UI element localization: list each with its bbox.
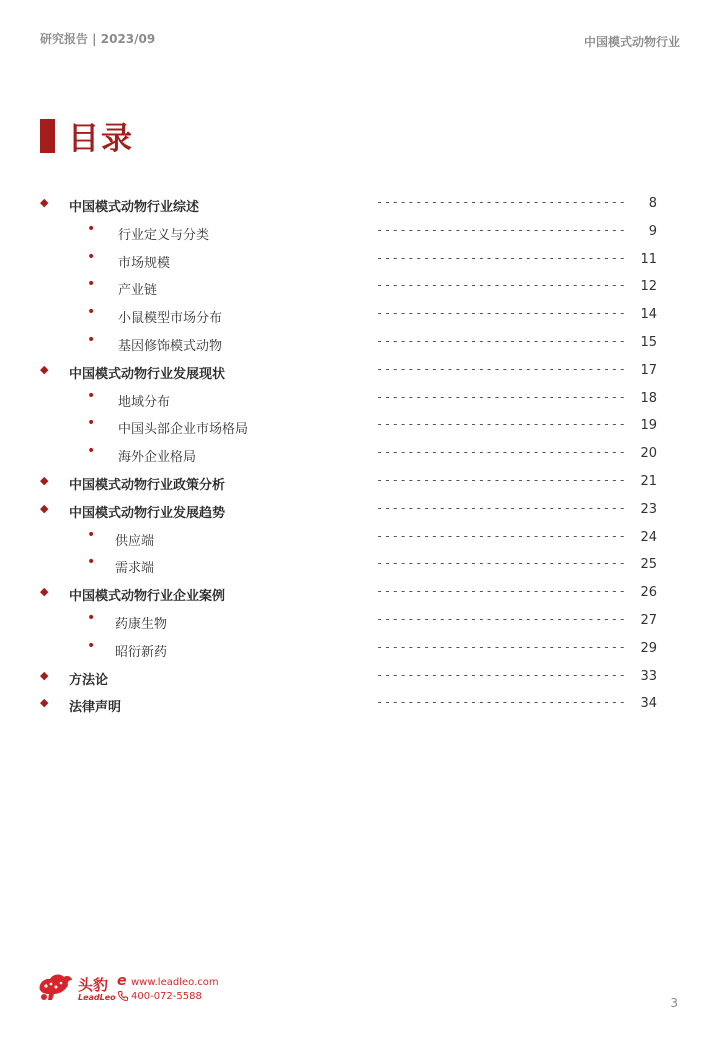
toc-entry[interactable] <box>0 524 720 552</box>
toc-entry-label: 基因修饰模式动物 <box>118 338 223 354</box>
title-accent-bar <box>40 119 55 153</box>
toc-leader: -------------------------------- <box>376 611 627 626</box>
toc-leader: -------------------------------- <box>376 361 627 376</box>
logo-wordmark-cn: 头豹 <box>78 976 109 994</box>
toc-page-number: 20 <box>640 446 657 462</box>
toc-entry[interactable] <box>0 579 720 607</box>
table-of-contents <box>0 190 720 718</box>
toc-entry-label: 地域分布 <box>118 394 171 410</box>
toc-leader: -------------------------------- <box>376 528 627 543</box>
toc-page-number: 12 <box>640 279 657 295</box>
toc-entry-label: 法律声明 <box>69 700 122 716</box>
diamond-icon: ◆ <box>40 362 49 376</box>
dot-icon: • <box>87 331 96 348</box>
dot-icon: • <box>87 220 96 237</box>
toc-entry[interactable] <box>0 635 720 663</box>
dot-icon: • <box>87 609 96 626</box>
dot-icon: • <box>87 443 96 460</box>
toc-entry-label: 中国模式动物行业发展趋势 <box>69 505 226 521</box>
diamond-icon: ◆ <box>40 473 49 487</box>
header-report-topic: 中国模式动物行业 <box>583 35 680 49</box>
footer-phone: 400-072-5588 <box>131 991 202 1002</box>
toc-entry[interactable] <box>0 218 720 246</box>
toc-leader: -------------------------------- <box>376 556 627 571</box>
dot-icon: • <box>87 304 96 321</box>
toc-leader: -------------------------------- <box>376 639 627 654</box>
toc-page-number: 21 <box>640 473 657 489</box>
diamond-icon: ◆ <box>40 501 49 515</box>
footer-website[interactable]: www.leadleo.com <box>131 977 219 988</box>
toc-page-number: 17 <box>640 362 657 378</box>
toc-page-number: 18 <box>640 390 657 406</box>
dot-icon: • <box>87 637 96 654</box>
toc-page-number: 23 <box>640 501 657 517</box>
toc-leader: -------------------------------- <box>376 195 627 209</box>
toc-entry[interactable] <box>0 551 720 579</box>
toc-leader: -------------------------------- <box>376 250 627 265</box>
toc-entry-label: 行业定义与分类 <box>118 227 210 243</box>
header-report-info: 研究报告 | 2023/09 <box>40 32 156 46</box>
diamond-icon: ◆ <box>40 585 49 599</box>
toc-entry-label: 中国模式动物行业发展现状 <box>69 366 226 382</box>
toc-page-number: 19 <box>640 418 657 434</box>
toc-leader: -------------------------------- <box>376 333 627 348</box>
toc-entry[interactable] <box>0 385 720 413</box>
toc-entry-label: 小鼠模型市场分布 <box>118 311 223 327</box>
page-number: 3 <box>670 996 678 1010</box>
phone-icon <box>117 990 129 1002</box>
toc-entry[interactable] <box>0 440 720 468</box>
toc-entry[interactable] <box>0 690 720 718</box>
toc-entry-label: 供应端 <box>115 533 155 549</box>
toc-entry[interactable] <box>0 496 720 524</box>
toc-entry-label: 中国模式动物行业企业案例 <box>69 589 226 605</box>
toc-entry-label: 市场规模 <box>118 255 171 271</box>
toc-entry[interactable] <box>0 468 720 496</box>
toc-entry[interactable] <box>0 607 720 635</box>
toc-page-number: 15 <box>640 334 657 350</box>
toc-entry-label: 中国模式动物行业综述 <box>69 200 200 215</box>
toc-entry[interactable] <box>0 412 720 440</box>
toc-page-number: 9 <box>648 223 657 239</box>
dot-icon: • <box>87 554 96 571</box>
toc-page-number: 29 <box>640 640 657 656</box>
toc-page-number: 26 <box>640 585 657 601</box>
toc-entry[interactable] <box>0 357 720 385</box>
toc-leader: -------------------------------- <box>376 278 627 293</box>
page-title: 目录 <box>68 121 134 157</box>
toc-entry[interactable] <box>0 329 720 357</box>
dot-icon: • <box>87 248 96 265</box>
toc-page-number: 8 <box>648 196 657 211</box>
toc-entry[interactable] <box>0 663 720 691</box>
toc-leader: -------------------------------- <box>376 472 627 487</box>
toc-page-number: 14 <box>640 307 657 323</box>
toc-leader: -------------------------------- <box>376 417 627 432</box>
toc-entry-label: 产业链 <box>118 283 158 299</box>
dot-icon: • <box>87 526 96 543</box>
logo-e-mark: e <box>117 973 127 989</box>
toc-leader: -------------------------------- <box>376 306 627 321</box>
toc-leader: -------------------------------- <box>376 222 627 237</box>
diamond-icon: ◆ <box>40 196 49 209</box>
dot-icon: • <box>87 415 96 432</box>
toc-entry-label: 需求端 <box>115 561 155 577</box>
toc-leader: -------------------------------- <box>376 389 627 404</box>
toc-leader: -------------------------------- <box>376 667 627 682</box>
toc-entry-label: 药康生物 <box>115 616 168 632</box>
toc-leader: -------------------------------- <box>376 500 627 515</box>
toc-page-number: 34 <box>640 696 657 712</box>
toc-entry[interactable] <box>0 273 720 301</box>
dot-icon: • <box>87 276 96 293</box>
toc-leader: -------------------------------- <box>376 695 627 710</box>
toc-entry-label: 昭衍新药 <box>115 644 168 660</box>
toc-page-number: 33 <box>640 668 657 684</box>
toc-page-number: 27 <box>640 612 657 628</box>
dot-icon: • <box>87 387 96 404</box>
toc-page-number: 11 <box>640 251 657 267</box>
logo-wordmark-en: LeadLeo <box>78 993 116 1002</box>
toc-entry[interactable] <box>0 190 720 218</box>
toc-entry-label: 海外企业格局 <box>118 450 197 466</box>
toc-leader: -------------------------------- <box>376 584 627 599</box>
toc-entry-label: 中国模式动物行业政策分析 <box>69 477 226 493</box>
toc-entry-label: 方法论 <box>69 672 109 688</box>
diamond-icon: ◆ <box>40 696 49 710</box>
diamond-icon: ◆ <box>40 668 49 682</box>
toc-leader: -------------------------------- <box>376 445 627 460</box>
toc-entry[interactable] <box>0 246 720 274</box>
toc-page-number: 25 <box>640 557 657 573</box>
toc-entry-label: 中国头部企业市场格局 <box>118 422 249 438</box>
toc-entry[interactable] <box>0 301 720 329</box>
toc-page-number: 24 <box>640 529 657 545</box>
leopard-logo-icon <box>36 970 76 1004</box>
